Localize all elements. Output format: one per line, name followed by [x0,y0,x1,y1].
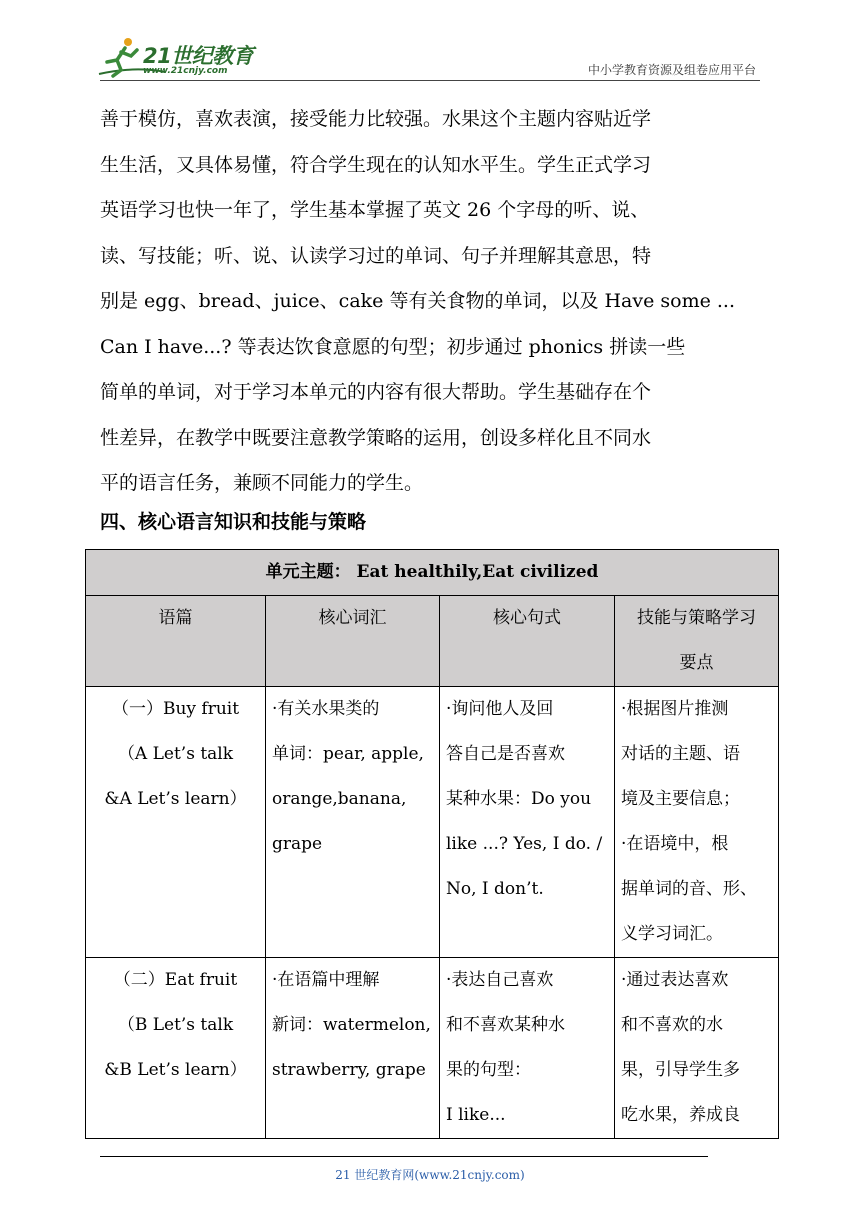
paragraph-line: 别是 egg、bread、juice、cake 等有关食物的单词，以及 Have some ... [100,290,736,312]
theme-row [86,550,779,596]
strategy-cell: ·通过表达喜欢 和不喜欢的水 果，引导学生多 吃水果，养成良 [615,958,779,1139]
footer-text: 21 世纪教育网(www.21cnjy.com) [335,1168,525,1182]
table-header-row [86,596,779,687]
paragraph-line: 善于模仿，喜欢表演，接受能力比较强。水果这个主题内容贴近学 [100,108,652,130]
sentence-cell: ·询问他人及回 答自己是否喜欢 某种水果：Do you like ...? Yes, I do. / No, I don’t. [440,687,615,958]
header-divider [100,80,760,81]
footer-divider [100,1156,708,1157]
paragraph-line: Can I have...? 等表达饮食意愿的句型；初步通过 phonics 拼读一些 [100,335,686,358]
page-header [0,0,860,90]
header-vocabulary: 核心词汇 [266,596,440,687]
section-title: 四、核心语言知识和技能与策略 [100,511,367,533]
logo-text: 21世纪教育 [143,44,254,68]
paragraph-line: 生生活，又具体易懂，符合学生现在的认知水平生。学生正式学习 [100,153,652,176]
table-row [86,958,779,1139]
unit-theme: 单元主题： Eat healthily,Eat civilized [86,550,779,596]
knowledge-table [85,549,779,1139]
strategy-cell: ·根据图片推测 对话的主题、语 境及主要信息； ·在语境中，根 据单词的音、形、 义学习词汇。 [615,687,779,958]
vocabulary-cell: ·在语篇中理解 新词：watermelon, strawberry, grape [266,958,440,1139]
header-discourse: 语篇 [86,596,266,687]
discourse-cell: （一）Buy fruit （A Let’s talk &A Let’s learn） [86,687,266,958]
paragraph-line: 性差异，在教学中既要注意教学策略的运用，创设多样化且不同水 [100,426,652,449]
paragraph-line: 平的语言任务，兼顾不同能力的学生。 [100,472,424,494]
vocabulary-cell: ·有关水果类的 单词：pear, apple, orange,banana, grape [266,687,440,958]
paragraph-line: 英语学习也快一年了，学生基本掌握了英文 26 个字母的听、说、 [100,199,650,221]
sentence-cell: ·表达自己喜欢 和不喜欢某种水 果的句型： I like... [440,958,615,1139]
paragraph-line: 读、写技能；听、说、认读学习过的单词、句子并理解其意思，特 [100,244,652,267]
body-paragraph [100,97,762,507]
logo-url: www.21cnjy.com [143,66,228,76]
discourse-cell: （二）Eat fruit （B Let’s talk &B Let’s learn） [86,958,266,1139]
table-row [86,687,779,958]
header-platform-text: 中小学教育资源及组卷应用平台 [587,63,756,77]
header-strategies: 技能与策略学习要点 [615,596,779,687]
header-sentences: 核心句式 [440,596,615,687]
paragraph-line: 简单的单词，对于学习本单元的内容有很大帮助。学生基础存在个 [100,381,652,403]
